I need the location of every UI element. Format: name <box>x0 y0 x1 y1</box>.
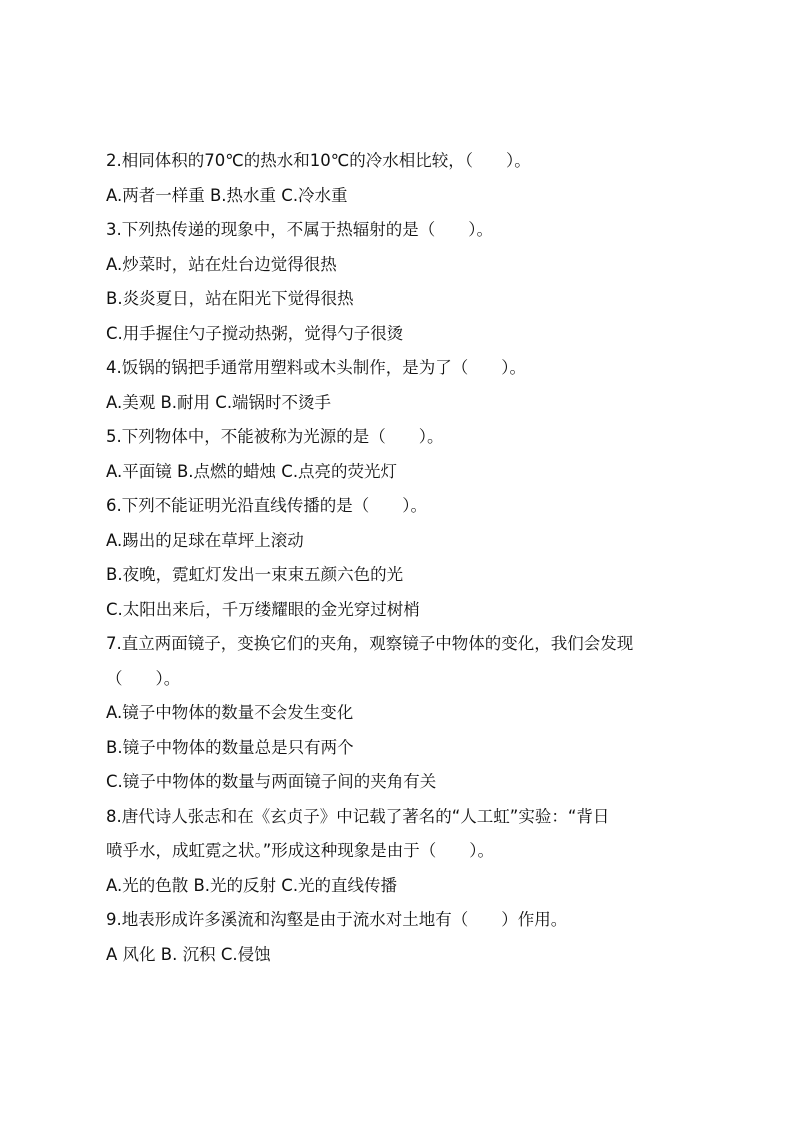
question-list <box>106 144 706 972</box>
question-2-stem: 2.相同体积的70℃的热水和10℃的冷水相比较，（ ）。 <box>106 151 531 170</box>
question-4 <box>106 351 706 420</box>
question-8-stem-line-2: 喷乎水，成虹霓之状。”形成这种现象是由于（ ）。 <box>106 841 495 860</box>
question-3-option-c: C.用手握住勺子搅动热粥，觉得勺子很烫 <box>106 323 404 343</box>
question-5 <box>106 420 706 489</box>
question-7-option-a: A.镜子中物体的数量不会发生变化 <box>106 703 354 722</box>
question-7-option-b: B.镜子中物体的数量总是只有两个 <box>106 737 354 757</box>
question-7 <box>106 627 706 800</box>
question-6 <box>106 489 706 627</box>
question-4-stem: 4.饭锅的锅把手通常用塑料或木头制作，是为了（ ）。 <box>106 358 526 377</box>
question-2-options: A.两者一样重 B.热水重 C.冷水重 <box>106 185 348 205</box>
question-8-stem-line-1: 8.唐代诗人张志和在《玄贞子》中记载了著名的“人工虹”实验：“背日 <box>106 806 610 826</box>
question-5-options: A.平面镜 B.点燃的蜡烛 C.点亮的荧光灯 <box>106 461 398 481</box>
question-3 <box>106 213 706 351</box>
question-9-stem: 9.地表形成许多溪流和沟壑是由于流水对土地有（ ）作用。 <box>106 910 568 929</box>
question-3-stem: 3.下列热传递的现象中，不属于热辐射的是（ ）。 <box>106 220 493 239</box>
question-4-options: A.美观 B.耐用 C.端锅时不烫手 <box>106 392 332 412</box>
question-9 <box>106 903 706 972</box>
question-6-stem: 6.下列不能证明光沿直线传播的是（ ）。 <box>106 496 427 515</box>
question-8-options: A.光的色散 B.光的反射 C.光的直线传播 <box>106 875 398 895</box>
question-3-option-b: B.炎炎夏日，站在阳光下觉得很热 <box>106 289 354 308</box>
question-8 <box>106 800 706 904</box>
question-6-option-b: B.夜晚，霓虹灯发出一束束五颜六色的光 <box>106 565 404 584</box>
question-6-option-c: C.太阳出来后，千万缕耀眼的金光穿过树梢 <box>106 599 420 619</box>
question-3-option-a: A.炒菜时，站在灶台边觉得很热 <box>106 254 337 274</box>
question-9-options: A 风化 B. 沉积 C.侵蚀 <box>106 944 271 964</box>
question-2 <box>106 144 706 213</box>
question-7-option-c: C.镜子中物体的数量与两面镜子间的夹角有关 <box>106 772 437 791</box>
question-7-stem-line-1: 7.直立两面镜子，变换它们的夹角，观察镜子中物体的变化，我们会发现 <box>106 634 634 653</box>
question-7-stem-line-2: （ ）。 <box>106 668 181 688</box>
question-5-stem: 5.下列物体中，不能被称为光源的是（ ）。 <box>106 427 444 446</box>
question-6-option-a: A.踢出的足球在草坪上滚动 <box>106 530 304 550</box>
